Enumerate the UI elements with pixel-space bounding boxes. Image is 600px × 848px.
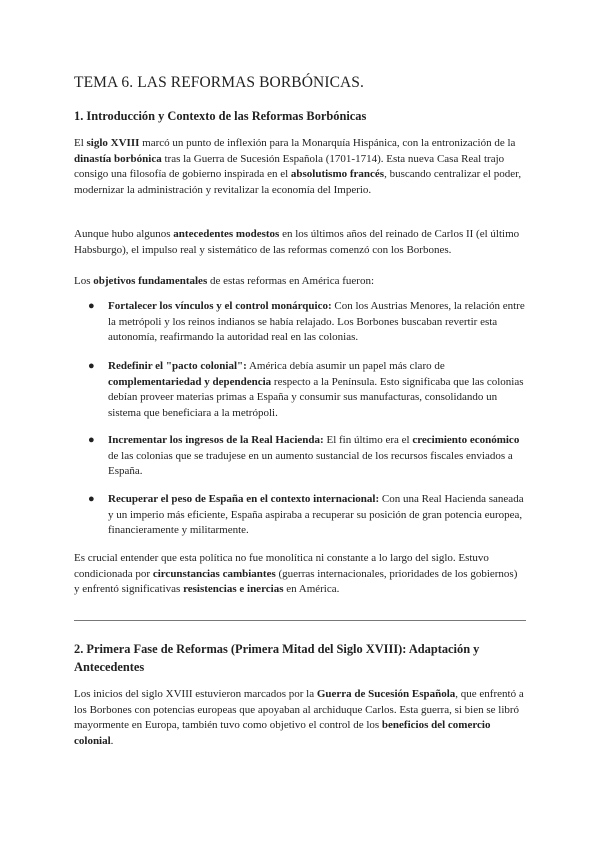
section-2-heading: 2. Primera Fase de Reformas (Primera Mitad del Siglo XVIII): Adaptación y Antecedentes: [74, 642, 480, 674]
section-1-paragraph-3: Los objetivos fundamentales de estas reformas en América fueron:: [74, 275, 374, 287]
section-1-paragraph-1: El siglo XVIII marcó un punto de inflexión para la Monarquía Hispánica, con la entronización de la dinastía borbónica tras la Guerra de Sucesión Española (1701-1714). Esta nueva Casa Real trajo consigo una filosofía de gobierno inspirada en el absolutismo francés, buscando centralizar el poder, modernizar la administración y revitalizar la economía del Imperio.: [74, 137, 522, 196]
section-1-paragraph-4: Es crucial entender que esta política no fue monolítica ni constante a lo largo del siglo. Estuvo condicionada por circunstancias cambiantes (guerras internacionales, prioridades de los gobiernos) y enfrentó significativas resistencias e inercias en América.: [74, 552, 518, 596]
section-1-heading: 1. Introducción y Contexto de las Reformas Borbónicas: [74, 109, 367, 123]
bullet-dot-icon: ●: [88, 360, 95, 372]
bullet-dot-icon: ●: [88, 300, 95, 312]
bullet-dot-icon: ●: [88, 434, 95, 446]
section-1-paragraph-2: Aunque hubo algunos antecedentes modestos en los últimos años del reinado de Carlos II (el último Habsburgo), el impulso real y sistemático de las reformas comenzó con los Borbones.: [74, 228, 520, 256]
bullet-dot-icon: ●: [88, 493, 95, 505]
section-2-paragraph-1: Los inicios del siglo XVIII estuvieron marcados por la Guerra de Sucesión Española, que enfrentó a los Borbones con potencias europeas que apoyaban al archiduque Carlos. Esta guerra, si bien se libró mayormente en Europa, también tuvo como objetivo el control de los beneficios del comercio colonial.: [74, 688, 524, 747]
document-title: TEMA 6. LAS REFORMAS BORBÓNICAS.: [74, 74, 365, 91]
section-divider: [74, 620, 526, 621]
